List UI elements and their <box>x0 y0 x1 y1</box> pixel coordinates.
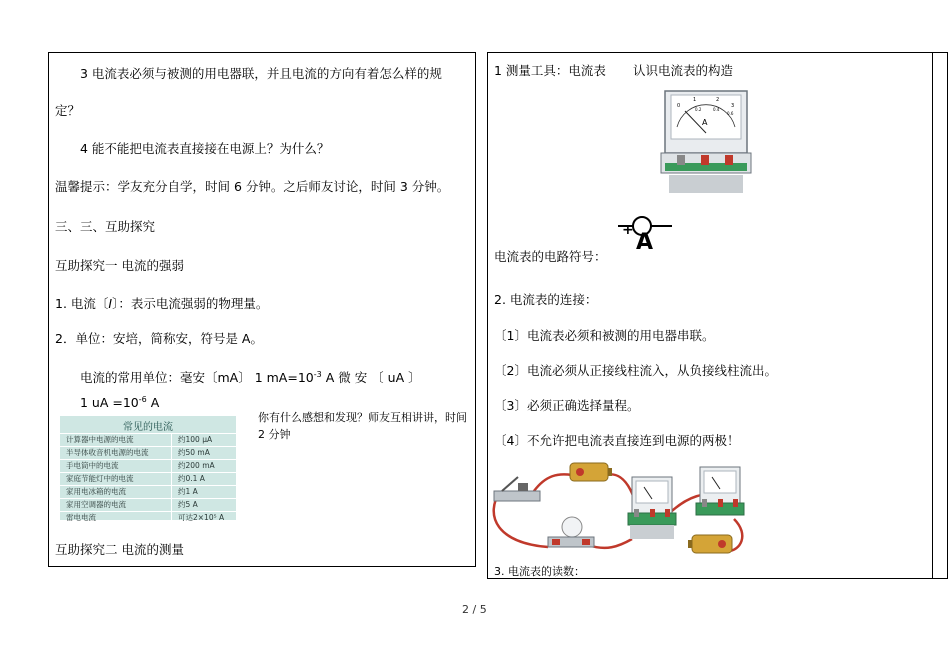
ammeter-icon-1 <box>628 477 676 539</box>
table-cell-value: 约200 mA <box>178 461 215 470</box>
battery-icon-top <box>570 463 612 481</box>
micro-amp-line: 1 uA $=10^{-6}$ A <box>80 395 160 410</box>
table-cell-name: 家用电冰箱的电流 <box>60 486 172 498</box>
table-cell-name: 雷电电流 <box>60 512 172 524</box>
terminal-negative <box>677 155 685 165</box>
table-cell-name: 计算器中电源的电流 <box>60 434 172 446</box>
explore-2-heading: 互助探究二 电流的测量 <box>55 542 184 557</box>
rule-3: 〔3〕必须正确选择量程。 <box>494 398 640 413</box>
table-cell-value: 约1 A <box>178 487 198 496</box>
table-row <box>60 511 236 524</box>
study-tip: 温馨提示：学友充分自学，时间 6 分钟。之后师友讨论，时间 3 分钟。 <box>55 179 450 194</box>
question-3-line1: 3 电流表必须与被测的用电器联，并且电流的方向有着怎么样的规 <box>80 66 442 81</box>
right-edge-column <box>932 52 948 579</box>
table-row <box>60 485 236 498</box>
section-3-heading: 三、三、互助探究 <box>55 219 156 234</box>
ammeter-icon-2 <box>696 467 744 515</box>
table-row <box>60 459 236 472</box>
table-cell-name: 手电筒中的电流 <box>60 460 172 472</box>
reading-heading: 3. 电流表的读数： <box>494 565 585 578</box>
scale-label-0.4: 0.4 <box>713 107 720 112</box>
table-row <box>60 498 236 511</box>
circuit-illustration <box>488 455 750 563</box>
item-2-unit: 2．单位：安培，简称安，符号是 A。 <box>55 331 263 346</box>
table-rows <box>60 433 236 524</box>
meter-letter: A <box>702 118 708 127</box>
common-units-line: 电流的常用单位：毫安〔mA〕 1 $mA=10^{-3}$ A 微 安 〔 uA 〕 <box>80 370 421 385</box>
symbol-letter: A <box>636 230 654 252</box>
question-3-line2: 定？ <box>55 103 81 118</box>
terminal-middle <box>701 155 709 165</box>
ammeter-symbol <box>616 212 676 252</box>
rule-2: 〔2〕电流必须从正接线柱流入，从负接线柱流出。 <box>494 363 777 378</box>
scale-label-0.2: 0.2 <box>695 107 702 112</box>
bulb-icon <box>548 517 594 547</box>
scale-label-2: 2 <box>716 97 720 103</box>
scale-label-3: 3 <box>731 103 735 109</box>
symbol-label: 电流表的电路符号： <box>494 249 607 264</box>
page-number: 2 / 5 <box>462 603 487 616</box>
rule-1: 〔1〕电流表必须和被测的用电器串联。 <box>494 328 715 343</box>
table-cell-value: 约0.1 A <box>178 474 205 483</box>
table-row <box>60 472 236 485</box>
table-cell-value: 可达2×10⁵ A <box>178 513 225 522</box>
rule-4: 〔4〕不允许把电流表直接连到电源的两极！ <box>494 433 740 448</box>
table-cell-name: 家用空调器的电流 <box>60 499 172 511</box>
ammeter-illustration <box>655 87 755 197</box>
symbol-plus-minus: + <box>622 222 634 238</box>
explore-1-heading: 互助探究一 电流的强弱 <box>55 258 184 273</box>
battery-icon-bottom <box>688 535 732 553</box>
switch-icon <box>494 477 540 501</box>
table-cell-value: 约100 μA <box>178 435 213 444</box>
tool-line-a: 1 测量工具：电流表 <box>494 63 606 78</box>
table-row <box>60 433 236 446</box>
common-currents-table <box>60 416 236 520</box>
question-4: 4 能不能把电流表直接接在电源上？为什么？ <box>80 141 330 156</box>
table-row <box>60 446 236 459</box>
scale-label-1: 1 <box>693 97 697 103</box>
feeling-prompt-line1: 你有什么感想和发现？师友互相讲讲，时间 <box>258 411 467 424</box>
item-1-definition: 1. 电流〔I〕：表示电流强弱的物理量。 <box>55 296 269 311</box>
tool-line-b: 认识电流表的构造 <box>633 63 734 78</box>
table-cell-name: 家庭节能灯中的电流 <box>60 473 172 485</box>
table-title: 常见的电流 <box>123 422 173 433</box>
table-cell-value: 约50 mA <box>178 448 210 457</box>
feeling-prompt-line2: 2 分钟 <box>258 428 291 441</box>
scale-label-0: 0 <box>677 103 681 109</box>
terminal-positive <box>725 155 733 165</box>
connection-heading: 2. 电流表的连接： <box>494 292 598 307</box>
table-cell-name: 半导体收音机电源的电流 <box>60 447 172 459</box>
scale-label-0.6: 0.6 <box>727 111 734 116</box>
table-cell-value: 约5 A <box>178 500 198 509</box>
